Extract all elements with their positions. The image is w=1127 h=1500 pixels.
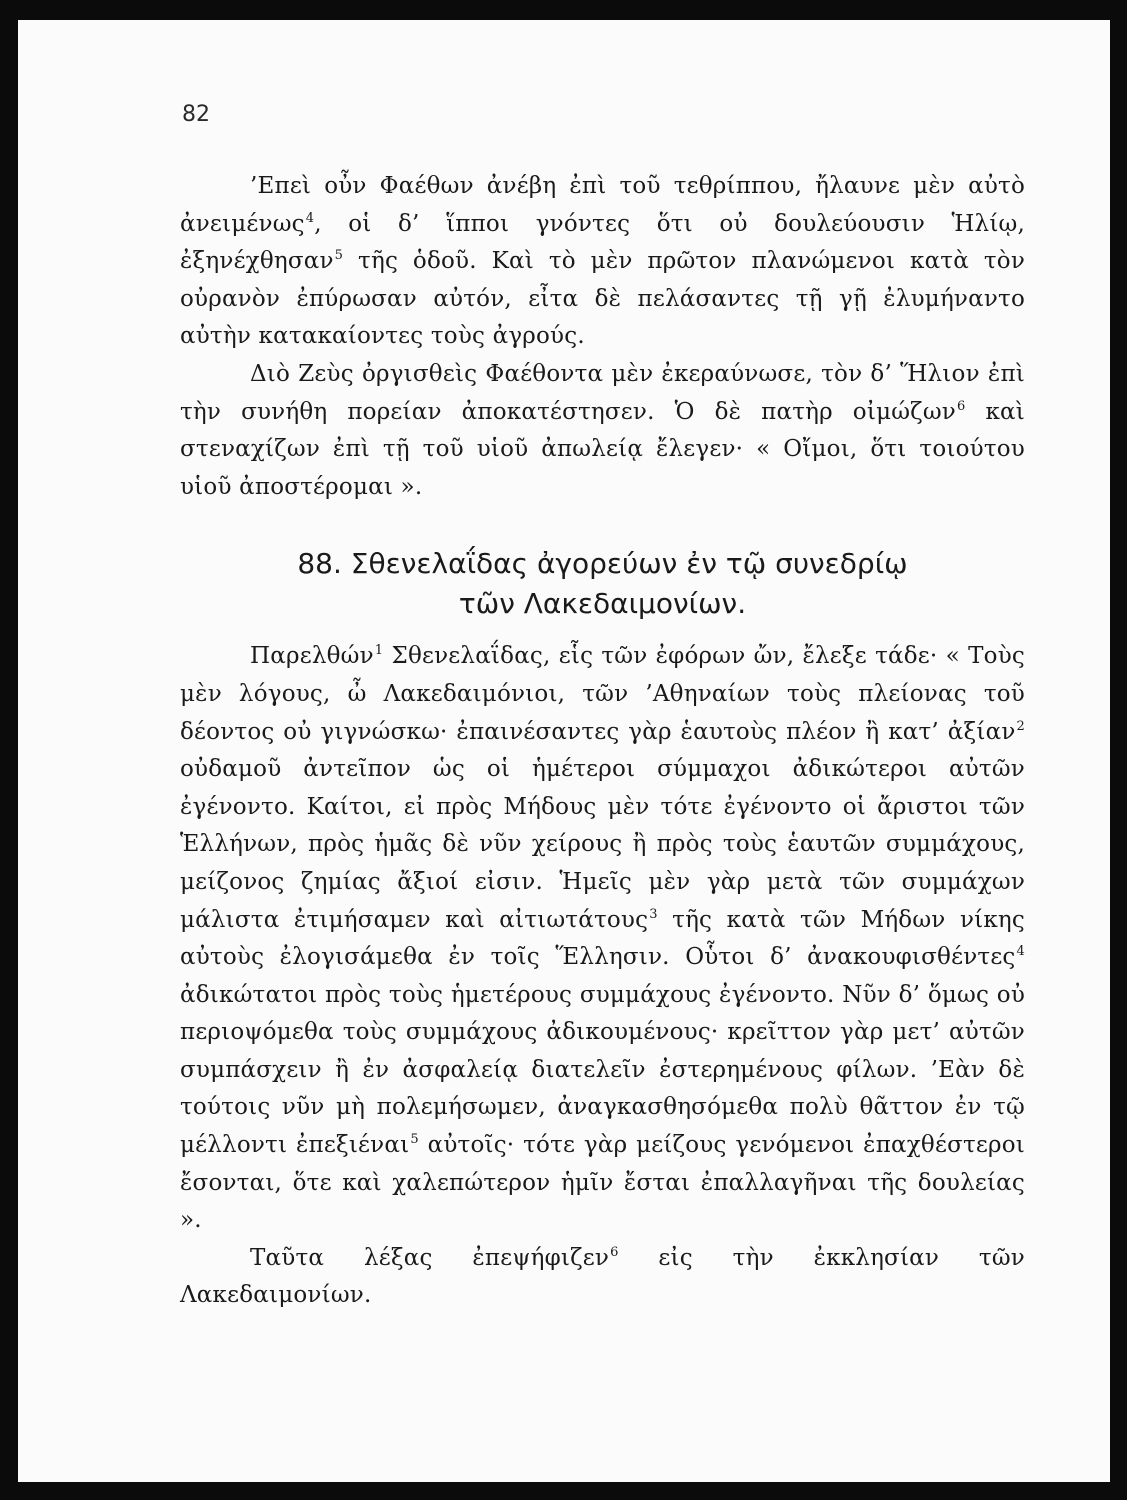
text-run: Διὸ Ζεὺς ὀργισθεὶς Φαέθοντα μὲν ἐκεραύνωσε, τὸν δ’ Ἥλιον ἐπὶ τὴν συνήθη πορείαν ἀποκατέστησεν. Ὁ δὲ πατὴρ οἰμώζων xyxy=(180,360,1025,425)
text-run: τῆς ὁδοῦ. Καὶ τὸ μὲν πρῶτον πλανώμενοι κατὰ τὸν οὐρανὸν ἐπύρωσαν αὐτόν, εἶτα δὲ πελάσαντες τῇ γῇ ἐλυμήναντο αὐτὴν κατακαίοντες τοὺς ἀγρούς. xyxy=(180,248,1025,350)
bottom-text xyxy=(180,638,1025,1315)
text-run: εἰς τὴν ἐκκλησίαν τῶν Λακεδαιμονίων. xyxy=(180,1244,1025,1309)
footnote-marker: 4 xyxy=(1016,944,1025,960)
paragraph xyxy=(180,168,1025,356)
footnote-marker: 5 xyxy=(410,1132,419,1148)
text-run: Παρελθών xyxy=(250,643,374,670)
footnote-marker: 3 xyxy=(649,906,658,922)
footnote-marker: 6 xyxy=(610,1244,619,1260)
page-number: 82 xyxy=(182,102,210,127)
footnote-marker: 4 xyxy=(305,210,315,226)
page-content xyxy=(180,102,1025,1315)
top-text xyxy=(180,168,1025,506)
text-run: οὐδαμοῦ ἀντεῖπον ὡς οἱ ἡμέτεροι σύμμαχοι ἀδικώτεροι αὐτῶν ἐγένοντο. Καίτοι, εἰ πρὸς Μήδους μὲν τότε ἐγένοντο οἱ ἄριστοι τῶν Ἑλλήνων, πρὸς ἡμᾶς δὲ νῦν χείρους ἢ πρὸς τοὺς ἑαυτῶν συμμάχους, μείζονος ζημίας ἄξιοί εἰσιν. Ἡμεῖς μὲν γὰρ μετὰ τῶν συμμάχων μάλιστα ἐτιμήσαμεν καὶ αἰτιωτάτους xyxy=(180,756,1025,933)
footnote-marker: 2 xyxy=(1016,718,1025,734)
paragraph xyxy=(180,638,1025,1240)
text-run: καὶ στεναχίζων ἐπὶ τῇ τοῦ υἱοῦ ἀπωλείᾳ ἔλεγεν· « Οἴμοι, ὅτι τοιούτου υἱοῦ ἀποστέρομαι ». xyxy=(180,398,1025,500)
text-run: τῆς κατὰ τῶν Μήδων νίκης αὐτοὺς ἐλογισάμεθα ἐν τοῖς Ἕλλησιν. Οὗτοι δ’ ἀνακουφισθέντες xyxy=(180,906,1025,971)
text-run: , οἱ δ’ ἵπποι γνόντες ὅτι οὐ δουλεύουσιν Ἡλίῳ, ἐξηνέχθησαν xyxy=(180,210,1025,275)
section-heading-line: 88. Σθενελαΐδας ἀγορεύων ἐν τῷ συνεδρίῳ xyxy=(297,547,908,581)
section-heading-line: τῶν Λακεδαιμονίων. xyxy=(458,587,747,621)
text-run: αὐτοῖς· τότε γὰρ μείζους γενόμενοι ἐπαχθέστεροι ἔσονται, ὅτε καὶ χαλεπώτερον ἡμῖν ἔσται ἐπαλλαγῆναι τῆς δουλείας ». xyxy=(180,1132,1025,1234)
text-run: ἀδικώτατοι πρὸς τοὺς ἡμετέρους συμμάχους ἐγένοντο. Νῦν δ’ ὅμως οὐ περιοψόμεθα τοὺς συμμάχους ἀδικουμένους· κρεῖττον γὰρ μετ’ αὐτῶν συμπάσχειν ἢ ἐν ἀσφαλείᾳ διατελεῖν ἐστερημένους φίλων. ’Εὰν δὲ τούτοις νῦν μὴ πολεμήσωμεν, ἀναγκασθησόμεθα πολὺ θᾶττον ἐν τῷ μέλλοντι ἐπεξιέναι xyxy=(180,981,1025,1159)
text-run: Σθενελαΐδας, εἷς τῶν ἐφόρων ὤν, ἔλεξε τάδε· « Τοὺς μὲν λόγους, ὦ Λακεδαιμόνιοι, τῶν ’Αθηναίων τοὺς πλείονας τοῦ δέοντος οὐ γιγνώσκω· ἐπαινέσαντες γὰρ ἑαυτοὺς πλέον ἢ κατ’ ἀξίαν xyxy=(180,643,1025,745)
text-run: ’Επεὶ οὖν Φαέθων ἀνέβη ἐπὶ τοῦ τεθρίππου, ἤλαυνε μὲν αὐτὸ ἀνειμένως xyxy=(180,173,1025,237)
footnote-marker: 1 xyxy=(374,643,384,659)
footnote-marker: 6 xyxy=(956,398,966,414)
text-run: Ταῦτα λέξας ἐπεψήφιζεν xyxy=(250,1244,610,1271)
paragraph xyxy=(180,356,1025,506)
section-heading xyxy=(180,544,1025,624)
paragraph xyxy=(180,1240,1025,1315)
footnote-marker: 5 xyxy=(334,248,344,264)
book-page xyxy=(18,20,1110,1482)
